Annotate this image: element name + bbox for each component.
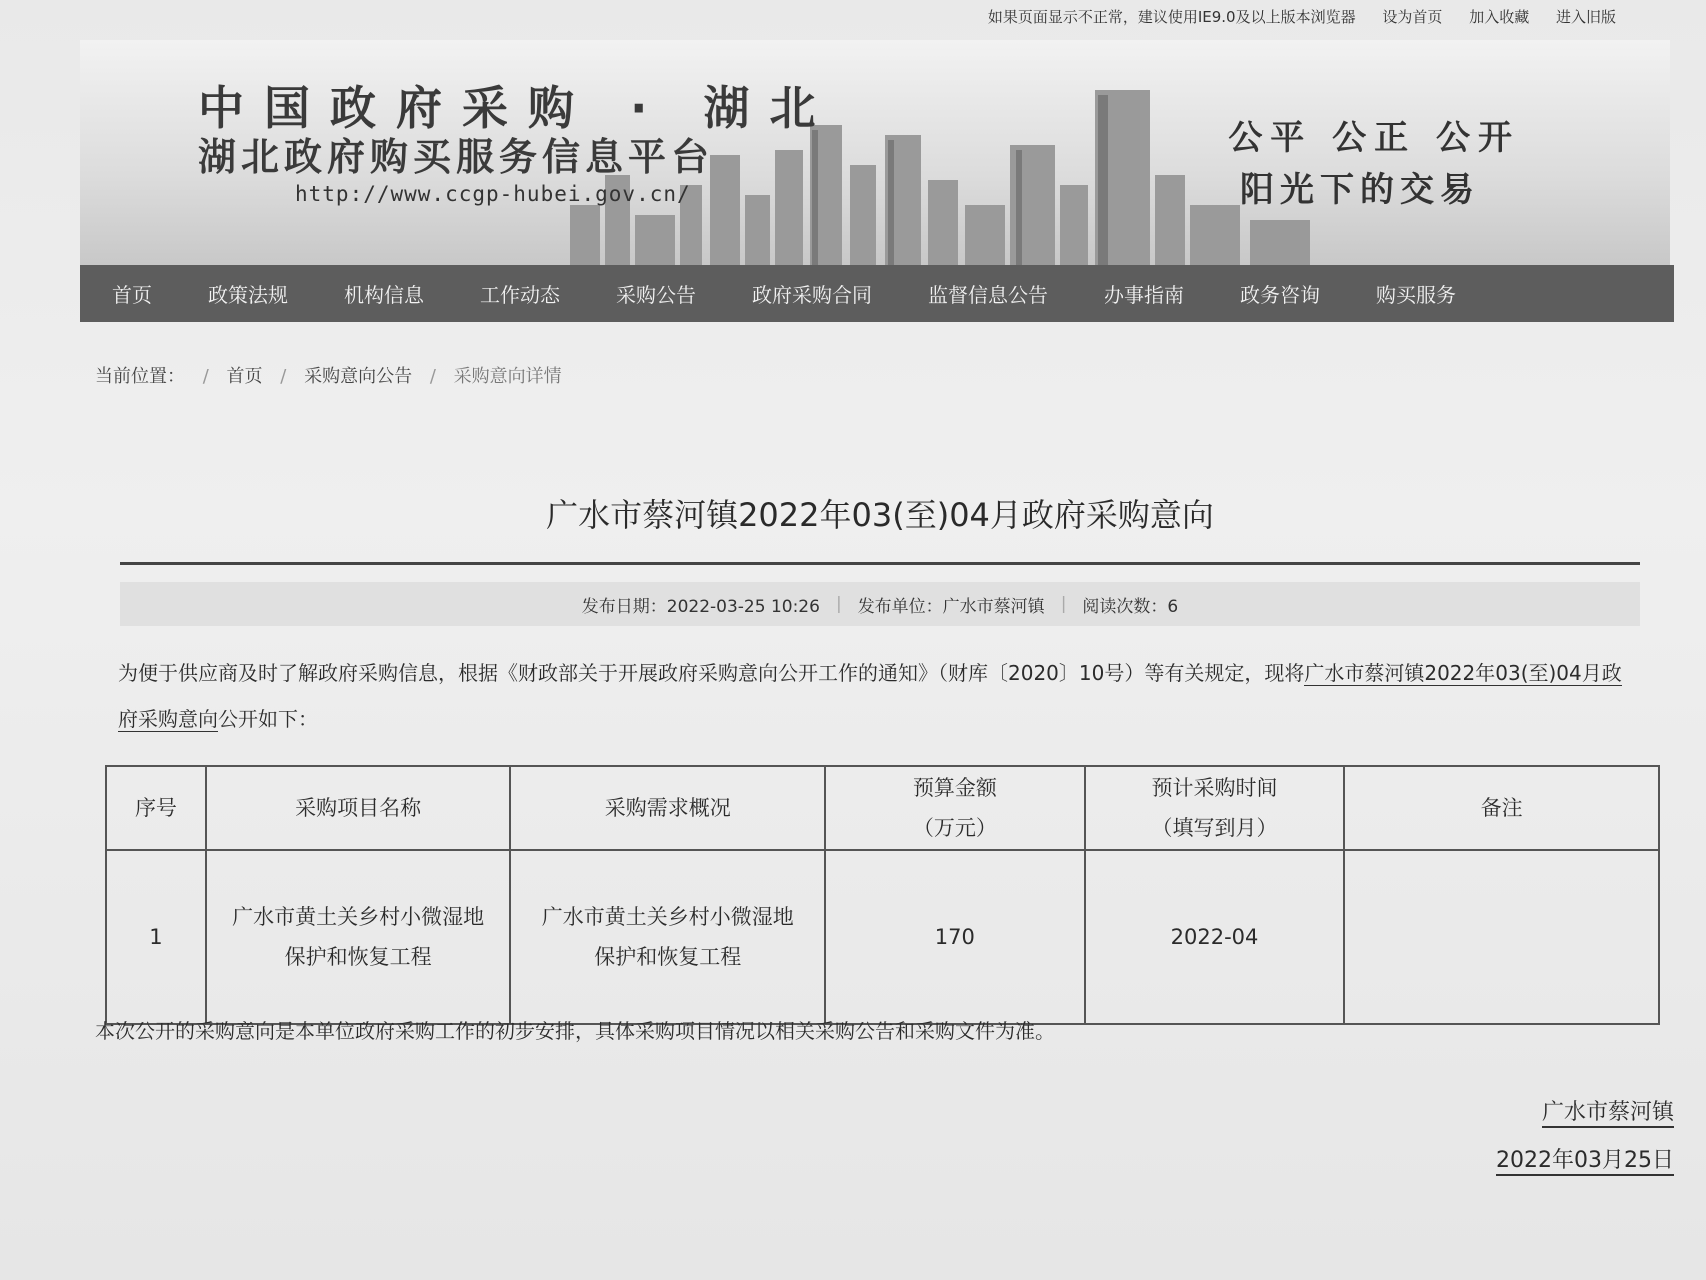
cell-project-name-line2: 保护和恢复工程 bbox=[284, 945, 432, 969]
top-links bbox=[988, 6, 1616, 27]
intro-text-1: 为便于供应商及时了解政府采购信息，根据《财政部关于开展政府采购意向公开工作的通知》（财库〔2020〕10号）等有关规定，现将 bbox=[118, 661, 1305, 685]
publisher: 发布单位：广水市蔡河镇 bbox=[857, 596, 1045, 617]
header-budget bbox=[825, 766, 1085, 850]
read-count: 阅读次数：6 bbox=[1082, 596, 1179, 617]
procurement-table bbox=[105, 765, 1660, 1025]
page-title: 广水市蔡河镇2022年03(至)04月政府采购意向 bbox=[546, 496, 1214, 534]
nav-work-news[interactable]: 工作动态 bbox=[480, 283, 560, 307]
header-time-line1: 预计采购时间 bbox=[1151, 776, 1278, 800]
nav-policy[interactable]: 政策法规 bbox=[208, 283, 288, 307]
article-meta bbox=[120, 582, 1640, 626]
breadcrumb-separator: / bbox=[429, 366, 436, 387]
cell-demand bbox=[510, 850, 825, 1024]
intro-paragraph bbox=[118, 650, 1638, 742]
cell-demand-line1: 广水市黄土关乡村小微湿地 bbox=[541, 905, 794, 929]
nav-institutions[interactable]: 机构信息 bbox=[344, 283, 424, 307]
cell-project-name bbox=[206, 850, 511, 1024]
cell-seq: 1 bbox=[106, 850, 206, 1024]
publish-date: 发布日期：2022-03-25 10:26 bbox=[581, 596, 820, 617]
header-time-line2: （填写到月） bbox=[1151, 816, 1278, 840]
table-header-row bbox=[106, 766, 1659, 850]
title-divider bbox=[120, 562, 1640, 565]
nav-procurement-notices[interactable]: 采购公告 bbox=[616, 283, 696, 307]
main-nav bbox=[80, 265, 1674, 322]
intro-text-2: 公开如下： bbox=[218, 707, 318, 731]
nav-purchase-services[interactable]: 购买服务 bbox=[1376, 283, 1456, 307]
browser-notice: 如果页面显示不正常，建议使用IE9.0及以上版本浏览器 bbox=[987, 8, 1356, 26]
signature-org: 广水市蔡河镇 bbox=[1542, 1095, 1674, 1128]
breadcrumb-separator: / bbox=[280, 366, 287, 387]
cell-time: 2022-04 bbox=[1085, 850, 1345, 1024]
header-remark: 备注 bbox=[1344, 766, 1659, 850]
cell-project-name-line1: 广水市黄土关乡村小微湿地 bbox=[232, 905, 485, 929]
footnote: 本次公开的采购意向是本单位政府采购工作的初步安排，具体采购项目情况以相关采购公告和采购文件为准。 bbox=[95, 1019, 1055, 1043]
signature-date: 2022年03月25日 bbox=[1496, 1143, 1674, 1176]
breadcrumb-label: 当前位置： bbox=[95, 366, 185, 387]
table-row bbox=[106, 850, 1659, 1024]
header-budget-line2: （万元） bbox=[912, 816, 997, 840]
breadcrumb-current: 采购意向详情 bbox=[453, 366, 562, 387]
meta-separator: | bbox=[835, 594, 842, 614]
header-banner bbox=[80, 40, 1670, 265]
set-home-link[interactable]: 设为首页 bbox=[1382, 8, 1443, 26]
header-time bbox=[1085, 766, 1345, 850]
cell-remark bbox=[1344, 850, 1659, 1024]
slogan-line2: 阳光下的交易 bbox=[1240, 170, 1480, 210]
site-logo-line2: 湖北政府购买服务信息平台 bbox=[198, 135, 715, 179]
breadcrumb-separator: / bbox=[202, 366, 209, 387]
nav-procurement-contracts[interactable]: 政府采购合同 bbox=[752, 283, 872, 307]
header-budget-line1: 预算金额 bbox=[912, 776, 997, 800]
meta-separator: | bbox=[1060, 594, 1067, 614]
breadcrumb-home[interactable]: 首页 bbox=[226, 366, 263, 387]
old-version-link[interactable]: 进入旧版 bbox=[1555, 8, 1616, 26]
header-seq: 序号 bbox=[106, 766, 206, 850]
intro-underlined-title: 广水市蔡河镇2022年03(至)04月政府采购意向 bbox=[118, 661, 1622, 731]
header-project-name: 采购项目名称 bbox=[206, 766, 511, 850]
nav-consult[interactable]: 政务咨询 bbox=[1240, 283, 1320, 307]
site-url: http://www.ccgp-hubei.gov.cn/ bbox=[295, 182, 691, 206]
nav-guide[interactable]: 办事指南 bbox=[1104, 283, 1184, 307]
header-demand: 采购需求概况 bbox=[510, 766, 825, 850]
cell-demand-line2: 保护和恢复工程 bbox=[594, 945, 742, 969]
site-logo-line1: 中国政府采购 · 湖北 bbox=[198, 81, 836, 135]
nav-supervision[interactable]: 监督信息公告 bbox=[928, 283, 1048, 307]
slogan-line1: 公平 公正 公开 bbox=[1228, 118, 1520, 158]
nav-home[interactable]: 首页 bbox=[112, 283, 152, 307]
breadcrumb bbox=[95, 362, 562, 388]
cell-budget: 170 bbox=[825, 850, 1085, 1024]
bookmark-link[interactable]: 加入收藏 bbox=[1469, 8, 1530, 26]
breadcrumb-intent-notices[interactable]: 采购意向公告 bbox=[304, 366, 413, 387]
